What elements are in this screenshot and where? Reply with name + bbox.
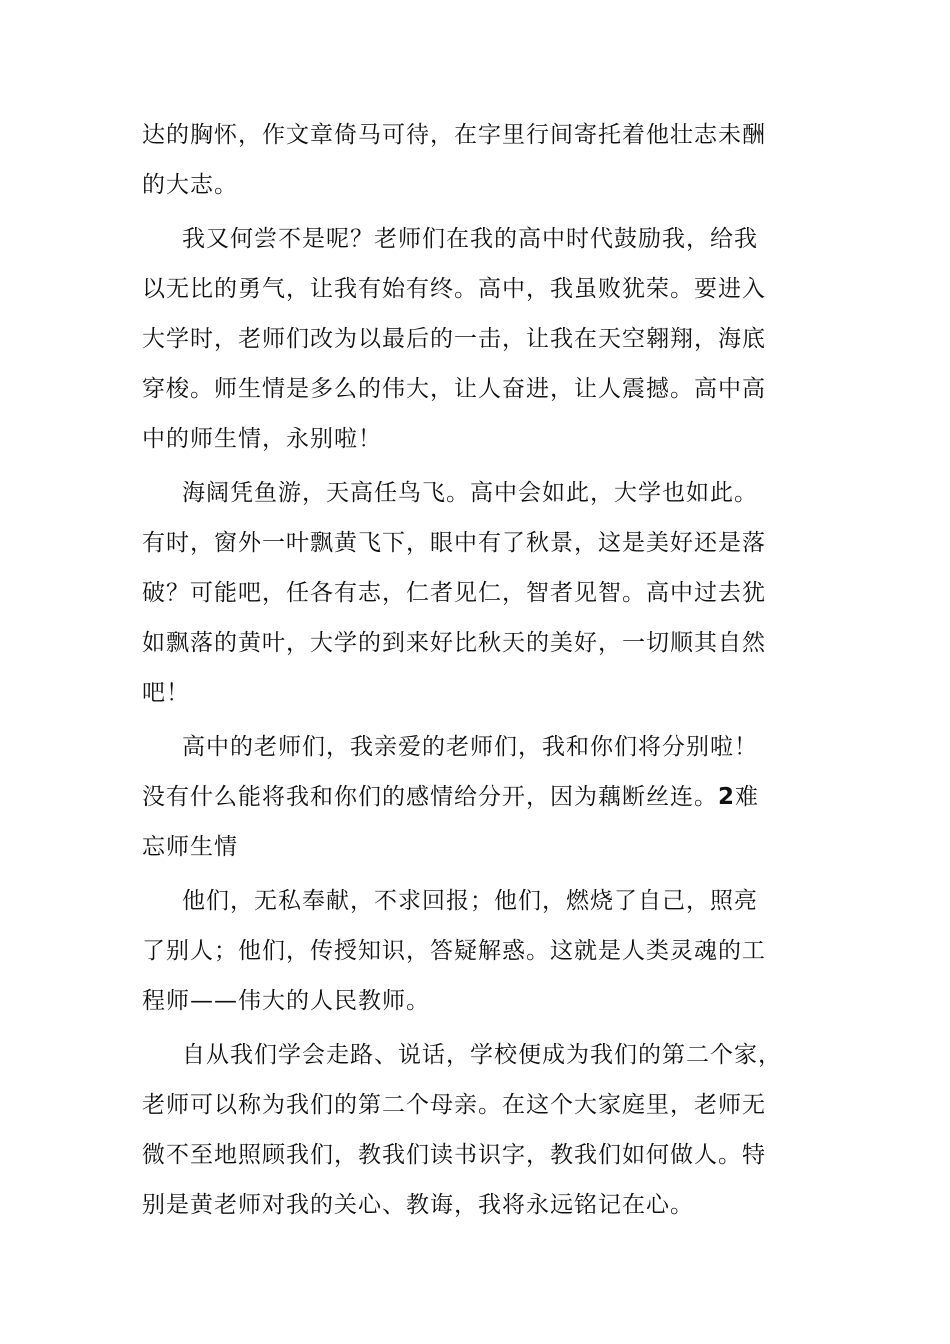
paragraph-5 (142, 876, 822, 1026)
text-line: 中的师生情，永别啦！ (142, 426, 382, 452)
paragraph-3 (142, 468, 822, 718)
section-heading-number: 2 (718, 784, 736, 810)
text-line: 以无比的勇气，让我有始有终。高中，我虽败犹荣。要进入 (142, 276, 766, 302)
text-line: 大学时，老师们改为以最后的一击，让我在天空翱翔，海底 (142, 326, 766, 352)
text-line: 老师可以称为我们的第二个母亲。在这个大家庭里，老师无 (142, 1092, 766, 1118)
paragraph-6 (142, 1030, 822, 1230)
text-line: 吧！ (142, 680, 190, 706)
text-line-with-heading (142, 772, 822, 822)
text-line: 别是黄老师对我的关心、教诲，我将永远铭记在心。 (142, 1192, 694, 1218)
document-body (142, 110, 822, 1234)
text-line: 海阔凭鱼游，天高任鸟飞。高中会如此，大学也如此。 (182, 480, 758, 506)
text-segment: 没有什么能将我和你们的感情给分开，因为藕断丝连。 (142, 784, 718, 810)
paragraph-2 (142, 214, 822, 464)
text-line: 他们，无私奉献，不求回报；他们，燃烧了自己，照亮 (182, 888, 758, 914)
paragraph-1 (142, 110, 822, 210)
text-line: 穿梭。师生情是多么的伟大，让人奋进，让人震撼。高中高 (142, 376, 766, 402)
text-line: 高中的老师们，我亲爱的老师们，我和你们将分别啦！ (182, 734, 758, 760)
section-heading-text: 难 (735, 784, 760, 810)
text-line: 如飘落的黄叶，大学的到来好比秋天的美好，一切顺其自然 (142, 630, 766, 656)
text-line: 破？可能吧，任各有志，仁者见仁，智者见智。高中过去犹 (142, 580, 766, 606)
text-line: 的大志。 (142, 172, 238, 198)
text-line: 我又何尝不是呢？老师们在我的高中时代鼓励我，给我 (182, 226, 758, 252)
text-line: 达的胸怀，作文章倚马可待，在字里行间寄托着他壮志未酬 (142, 122, 766, 148)
text-line: 微不至地照顾我们，教我们读书识字，教我们如何做人。特 (142, 1142, 766, 1168)
paragraph-4 (142, 722, 822, 872)
text-line: 有时，窗外一叶飘黄飞下，眼中有了秋景，这是美好还是落 (142, 530, 766, 556)
section-heading-text-continued: 忘师生情 (142, 834, 238, 860)
text-line: 程师——伟大的人民教师。 (142, 988, 430, 1014)
text-line: 了别人；他们，传授知识，答疑解惑。这就是人类灵魂的工 (142, 938, 766, 964)
text-line: 自从我们学会走路、说话，学校便成为我们的第二个家， (182, 1042, 782, 1068)
